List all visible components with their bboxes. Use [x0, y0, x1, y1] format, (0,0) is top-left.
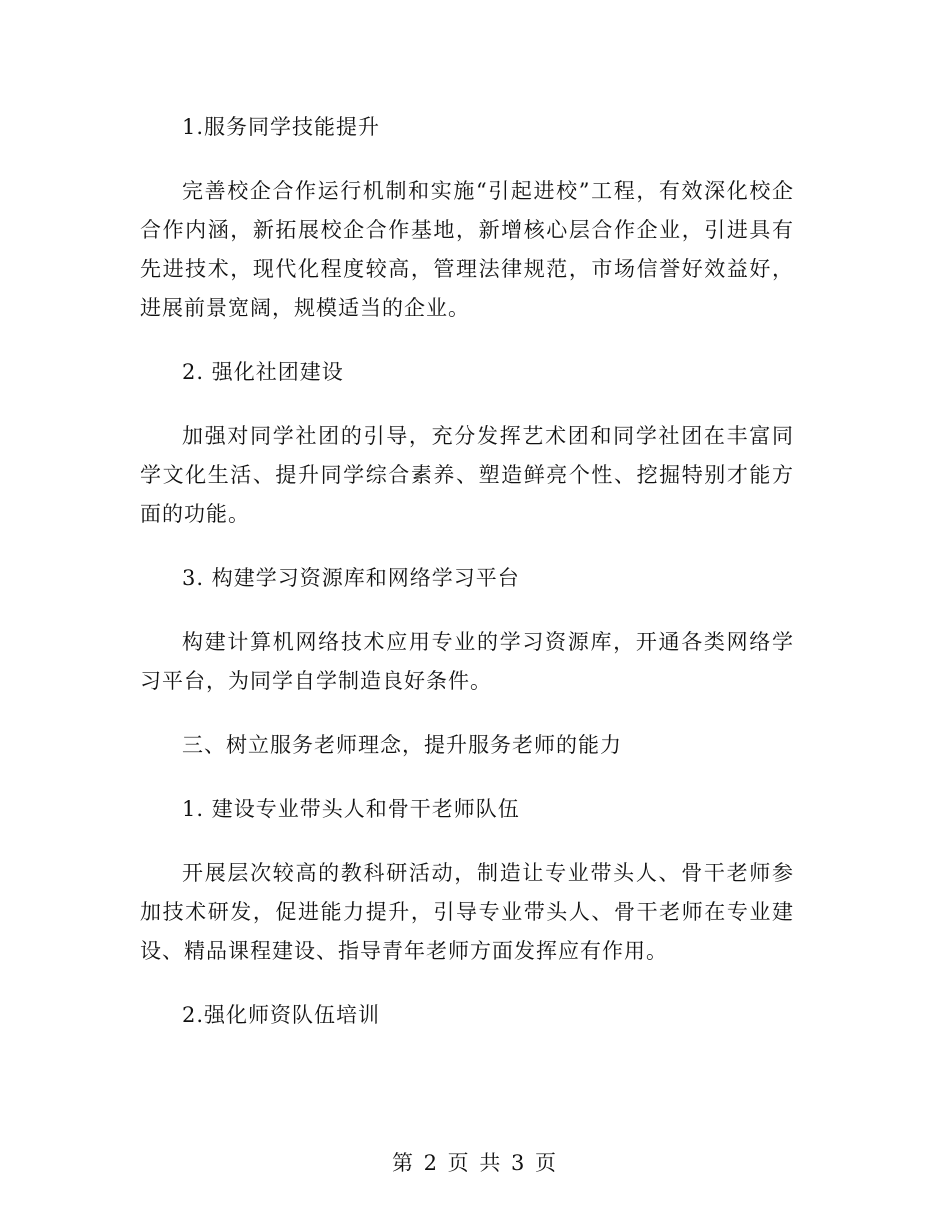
- paragraph: 加强对同学社团的引导，充分发挥艺术团和同学社团在丰富同学文化生活、提升同学综合素养、塑造鲜亮个性、挖掘特别才能方面的功能。: [140, 424, 794, 526]
- section-heading: 1.服务同学技能提升: [182, 115, 381, 139]
- page-number-footer: 第 2 页 共 3 页: [391, 1151, 559, 1175]
- paragraph: 构建计算机网络技术应用专业的学习资源库，开通各类网络学习平台，为同学自学制造良好条件。: [140, 630, 794, 693]
- paragraph: 完善校企合作运行机制和实施“引起进校”工程，有效深化校企合作内涵，新拓展校企合作基地，新增核心层合作企业，引进具有先进技术，现代化程度较高，管理法律规范，市场信誉好效益好，进展前景宽阔，规模适当的企业。: [140, 179, 794, 320]
- chapter-heading: 三、树立服务老师理念，提升服务老师的能力: [182, 733, 622, 757]
- document-body: [140, 108, 794, 1060]
- section-heading: 2.强化师资队伍培训: [182, 1003, 381, 1027]
- paragraph: 开展层次较高的教科研活动，制造让专业带头人、骨干老师参加技术研发，促进能力提升，引导专业带头人、骨干老师在专业建设、精品课程建设、指导青年老师方面发挥应有作用。: [140, 861, 794, 963]
- section-heading: 3. 构建学习资源库和网络学习平台: [182, 566, 520, 590]
- section-heading: 1. 建设专业带头人和骨干老师队伍: [182, 797, 520, 821]
- section-heading: 2. 强化社团建设: [182, 360, 344, 384]
